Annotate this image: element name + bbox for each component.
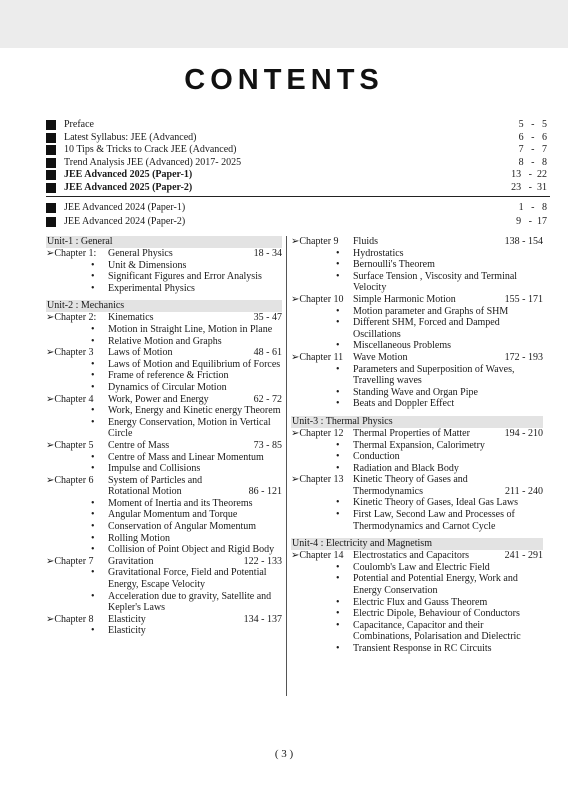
chapter-entry[interactable] xyxy=(46,614,282,626)
chapter-label: ➢Chapter 13 xyxy=(291,474,344,486)
topic-item: • Energy Conservation, Motion in Vertical Circle xyxy=(46,417,282,440)
topic-item: • Motion parameter and Graphs of SHM xyxy=(291,306,543,318)
item-pages: 13 - 22 xyxy=(511,169,547,181)
topic-item: • Kinetic Theory of Gases, Ideal Gas Laws xyxy=(291,497,543,509)
item-label: Preface xyxy=(64,119,94,130)
front-matter-item[interactable] xyxy=(46,182,550,195)
topic-item: • Surface Tension , Viscosity and Terminal Velocity xyxy=(291,271,543,294)
chapter-label: ➢Chapter 11 xyxy=(291,351,344,363)
item-pages: 23 - 31 xyxy=(511,181,547,193)
front-matter-item[interactable] xyxy=(46,132,550,145)
chapter-entry[interactable] xyxy=(291,352,543,364)
chapter-pages: 62 - 72 xyxy=(253,393,282,405)
topic-list xyxy=(46,359,282,394)
chapter-entry[interactable] xyxy=(46,440,282,452)
chapter-label: ➢Chapter 8 xyxy=(46,613,94,625)
chapter-title: Thermal Properties of Matter xyxy=(353,427,470,439)
square-bullet-icon xyxy=(46,145,56,155)
item-label: Trend Analysis JEE (Advanced) 2017- 2025 xyxy=(64,156,242,168)
topic-list xyxy=(46,324,282,347)
square-bullet-icon xyxy=(46,203,56,213)
topic-item: • Radiation and Black Body xyxy=(291,463,543,475)
topic-item: • Hydrostatics xyxy=(291,248,543,260)
topic-item: • Miscellaneous Problems xyxy=(291,340,543,352)
chapter-pages: 122 - 133 xyxy=(243,555,282,567)
topic-item: • First Law, Second Law and Processes of Thermodynamics and Carnot Cycle xyxy=(291,509,543,532)
section-divider xyxy=(46,196,550,197)
chapter-entry[interactable] xyxy=(291,428,543,440)
topic-item: • Bernoulli's Theorem xyxy=(291,259,543,271)
chapter-label: ➢Chapter 10 xyxy=(291,293,344,305)
topic-item: • Parameters and Superposition of Waves, Travelling waves xyxy=(291,364,543,387)
chapter-pages: 48 - 61 xyxy=(253,347,282,359)
chapter-title: General Physics xyxy=(108,248,173,259)
chapter-label: ➢Chapter 14 xyxy=(291,550,344,562)
topic-item: • Work, Energy and Kinetic energy Theorem xyxy=(46,405,282,417)
topic-item: • Gravitational Force, Field and Potential Energy, Escape Velocity xyxy=(46,567,282,590)
papers-list xyxy=(46,202,550,228)
chapter-label: ➢Chapter 3 xyxy=(46,347,94,359)
chapter-entry[interactable] xyxy=(291,294,543,306)
chapter-title: Kinematics xyxy=(108,312,154,324)
unit-heading: Unit-3 : Thermal Physics xyxy=(291,416,543,428)
topic-item: • Experimental Physics xyxy=(46,283,282,295)
chapter-title: Simple Harmonic Motion xyxy=(353,293,456,305)
chapter-pages: 86 - 121 xyxy=(248,486,282,498)
front-matter-list xyxy=(46,119,550,195)
topic-item: • Coulomb's Law and Electric Field xyxy=(291,562,543,574)
item-label: Latest Syllabus: JEE (Advanced) xyxy=(64,131,197,143)
chapter-label: ➢Chapter 12 xyxy=(291,427,344,439)
topic-item: • Impulse and Collisions xyxy=(46,463,282,475)
chapter-pages: 35 - 47 xyxy=(253,312,282,324)
chapter-label: ➢Chapter 6 xyxy=(46,474,94,486)
page-number: ( 3 ) xyxy=(274,748,294,760)
topic-list xyxy=(46,498,282,556)
chapter-entry[interactable] xyxy=(46,556,282,568)
front-matter-item[interactable] xyxy=(46,169,550,182)
topic-list xyxy=(291,306,543,352)
item-pages: 7 - 7 xyxy=(518,144,547,156)
topic-item: • Angular Momentum and Torque xyxy=(46,509,282,521)
topic-item: • Motion in Straight Line, Motion in Plane xyxy=(46,324,282,336)
chapter-label: ➢Chapter 4 xyxy=(46,393,94,405)
chapter-entry[interactable] xyxy=(291,236,543,248)
topic-item: • Transient Response in RC Circuits xyxy=(291,643,543,655)
chapter-pages: 241 - 291 xyxy=(504,550,543,562)
topic-item: • Beats and Doppler Effect xyxy=(291,398,543,410)
item-pages: 9 - 17 xyxy=(516,215,547,227)
topic-list xyxy=(46,625,282,637)
topic-item: • Moment of Inertia and its Theorems xyxy=(46,498,282,510)
chapter-label: ➢Chapter 2: xyxy=(46,312,97,324)
chapter-title: Laws of Motion xyxy=(108,347,173,359)
chapter-title: Work, Power and Energy xyxy=(108,393,209,405)
chapter-pages: 134 - 137 xyxy=(243,613,282,625)
paper-item[interactable] xyxy=(46,216,550,229)
chapter-entry[interactable] xyxy=(291,550,543,562)
topic-item: • Rolling Motion xyxy=(46,533,282,545)
item-pages: 5 - 5 xyxy=(518,119,547,130)
chapter-title: Electrostatics and Capacitors xyxy=(353,550,470,562)
topic-item: • Capacitance, Capacitor and their Combinations, Polarisation and Dielectric xyxy=(291,620,543,643)
topic-item: • Conduction xyxy=(291,451,543,463)
item-pages: 1 - 8 xyxy=(518,202,547,213)
unit-heading: Unit-2 : Mechanics xyxy=(46,300,282,312)
square-bullet-icon xyxy=(46,183,56,193)
topic-item: • Electric Dipole, Behaviour of Conductors xyxy=(291,608,543,620)
chapter-label: ➢Chapter 9 xyxy=(291,236,339,247)
left-column xyxy=(46,236,282,637)
item-label: 10 Tips & Tricks to Crack JEE (Advanced) xyxy=(64,144,237,156)
chapter-entry[interactable] xyxy=(46,248,282,260)
topic-item: • Conservation of Angular Momentum xyxy=(46,521,282,533)
front-matter-item[interactable] xyxy=(46,144,550,157)
square-bullet-icon xyxy=(46,133,56,143)
topic-item: • Electric Flux and Gauss Theorem xyxy=(291,597,543,609)
item-label: JEE Advanced 2025 (Paper-2) xyxy=(64,181,193,193)
chapter-pages: 155 - 171 xyxy=(504,293,543,305)
chapter-pages: 172 - 193 xyxy=(504,351,543,363)
square-bullet-icon xyxy=(46,170,56,180)
right-column xyxy=(291,236,543,655)
item-label: JEE Advanced 2024 (Paper-1) xyxy=(64,202,186,213)
chapter-pages: 138 - 154 xyxy=(504,236,543,247)
topic-list xyxy=(46,452,282,475)
chapter-title: Centre of Mass xyxy=(108,439,170,451)
chapter-title: Wave Motion xyxy=(353,351,408,363)
square-bullet-icon xyxy=(46,158,56,168)
chapter-entry[interactable] xyxy=(46,347,282,359)
topic-item: • Acceleration due to gravity, Satellite and Kepler's Laws xyxy=(46,591,282,614)
square-bullet-icon xyxy=(46,120,56,130)
topic-item: • Elasticity xyxy=(46,625,282,637)
topic-item: • Thermal Expansion, Calorimetry xyxy=(291,440,543,452)
topic-list xyxy=(291,497,543,532)
topic-item: • Relative Motion and Graphs xyxy=(46,336,282,348)
chapter-pages: 211 - 240 xyxy=(505,485,543,497)
front-matter-item[interactable] xyxy=(46,157,550,170)
topic-list xyxy=(291,248,543,294)
item-pages: 8 - 8 xyxy=(518,156,547,168)
column-divider xyxy=(286,236,287,696)
item-pages: 6 - 6 xyxy=(518,131,547,143)
chapter-entry[interactable] xyxy=(46,312,282,324)
chapter-pages: 194 - 210 xyxy=(504,427,543,439)
topic-item: • Potential and Potential Energy, Work and Energy Conservation xyxy=(291,573,543,596)
top-band xyxy=(0,0,568,48)
chapter-title: Elasticity xyxy=(108,613,146,625)
chapter-label: ➢Chapter 5 xyxy=(46,439,94,451)
chapter-title: System of Particles and Rotational Motion xyxy=(108,474,203,498)
unit-heading: Unit-4 : Electricity and Magnetism xyxy=(291,538,543,550)
topic-item: • Collision of Point Object and Rigid Body xyxy=(46,544,282,556)
chapter-label: ➢Chapter 7 xyxy=(46,555,94,567)
topic-list xyxy=(291,364,543,410)
topic-item: • Centre of Mass and Linear Momentum xyxy=(46,452,282,464)
chapter-entry[interactable] xyxy=(291,474,543,497)
topic-list xyxy=(46,567,282,613)
topic-list xyxy=(46,405,282,440)
topic-item: • Frame of reference & Friction xyxy=(46,370,282,382)
topic-item: • Different SHM, Forced and Damped Oscillations xyxy=(291,317,543,340)
chapter-entry[interactable] xyxy=(46,475,282,498)
topic-list xyxy=(46,260,282,295)
unit-heading: Unit-1 : General xyxy=(46,236,282,248)
topic-item: • Laws of Motion and Equilibrium of Forces xyxy=(46,359,282,371)
chapter-entry[interactable] xyxy=(46,394,282,406)
topic-item: • Significant Figures and Error Analysis xyxy=(46,271,282,283)
paper-item[interactable] xyxy=(46,202,550,216)
chapter-title: Kinetic Theory of Gases and Thermodynamics xyxy=(353,474,468,497)
topic-list xyxy=(291,440,543,475)
chapter-label: ➢Chapter 1: xyxy=(46,248,97,259)
front-matter-item[interactable] xyxy=(46,119,550,132)
chapter-title: Fluids xyxy=(353,236,379,247)
chapter-pages: 18 - 34 xyxy=(253,248,282,259)
chapter-title: Gravitation xyxy=(108,555,154,567)
item-label: JEE Advanced 2025 (Paper-1) xyxy=(64,169,193,181)
topic-item: • Standing Wave and Organ Pipe xyxy=(291,387,543,399)
topic-item: • Dynamics of Circular Motion xyxy=(46,382,282,394)
item-label: JEE Advanced 2024 (Paper-2) xyxy=(64,215,186,227)
square-bullet-icon xyxy=(46,217,56,227)
chapter-pages: 73 - 85 xyxy=(253,439,282,451)
topic-item: • Unit & Dimensions xyxy=(46,260,282,272)
page-title: CONTENTS xyxy=(184,64,384,96)
topic-list xyxy=(291,562,543,655)
